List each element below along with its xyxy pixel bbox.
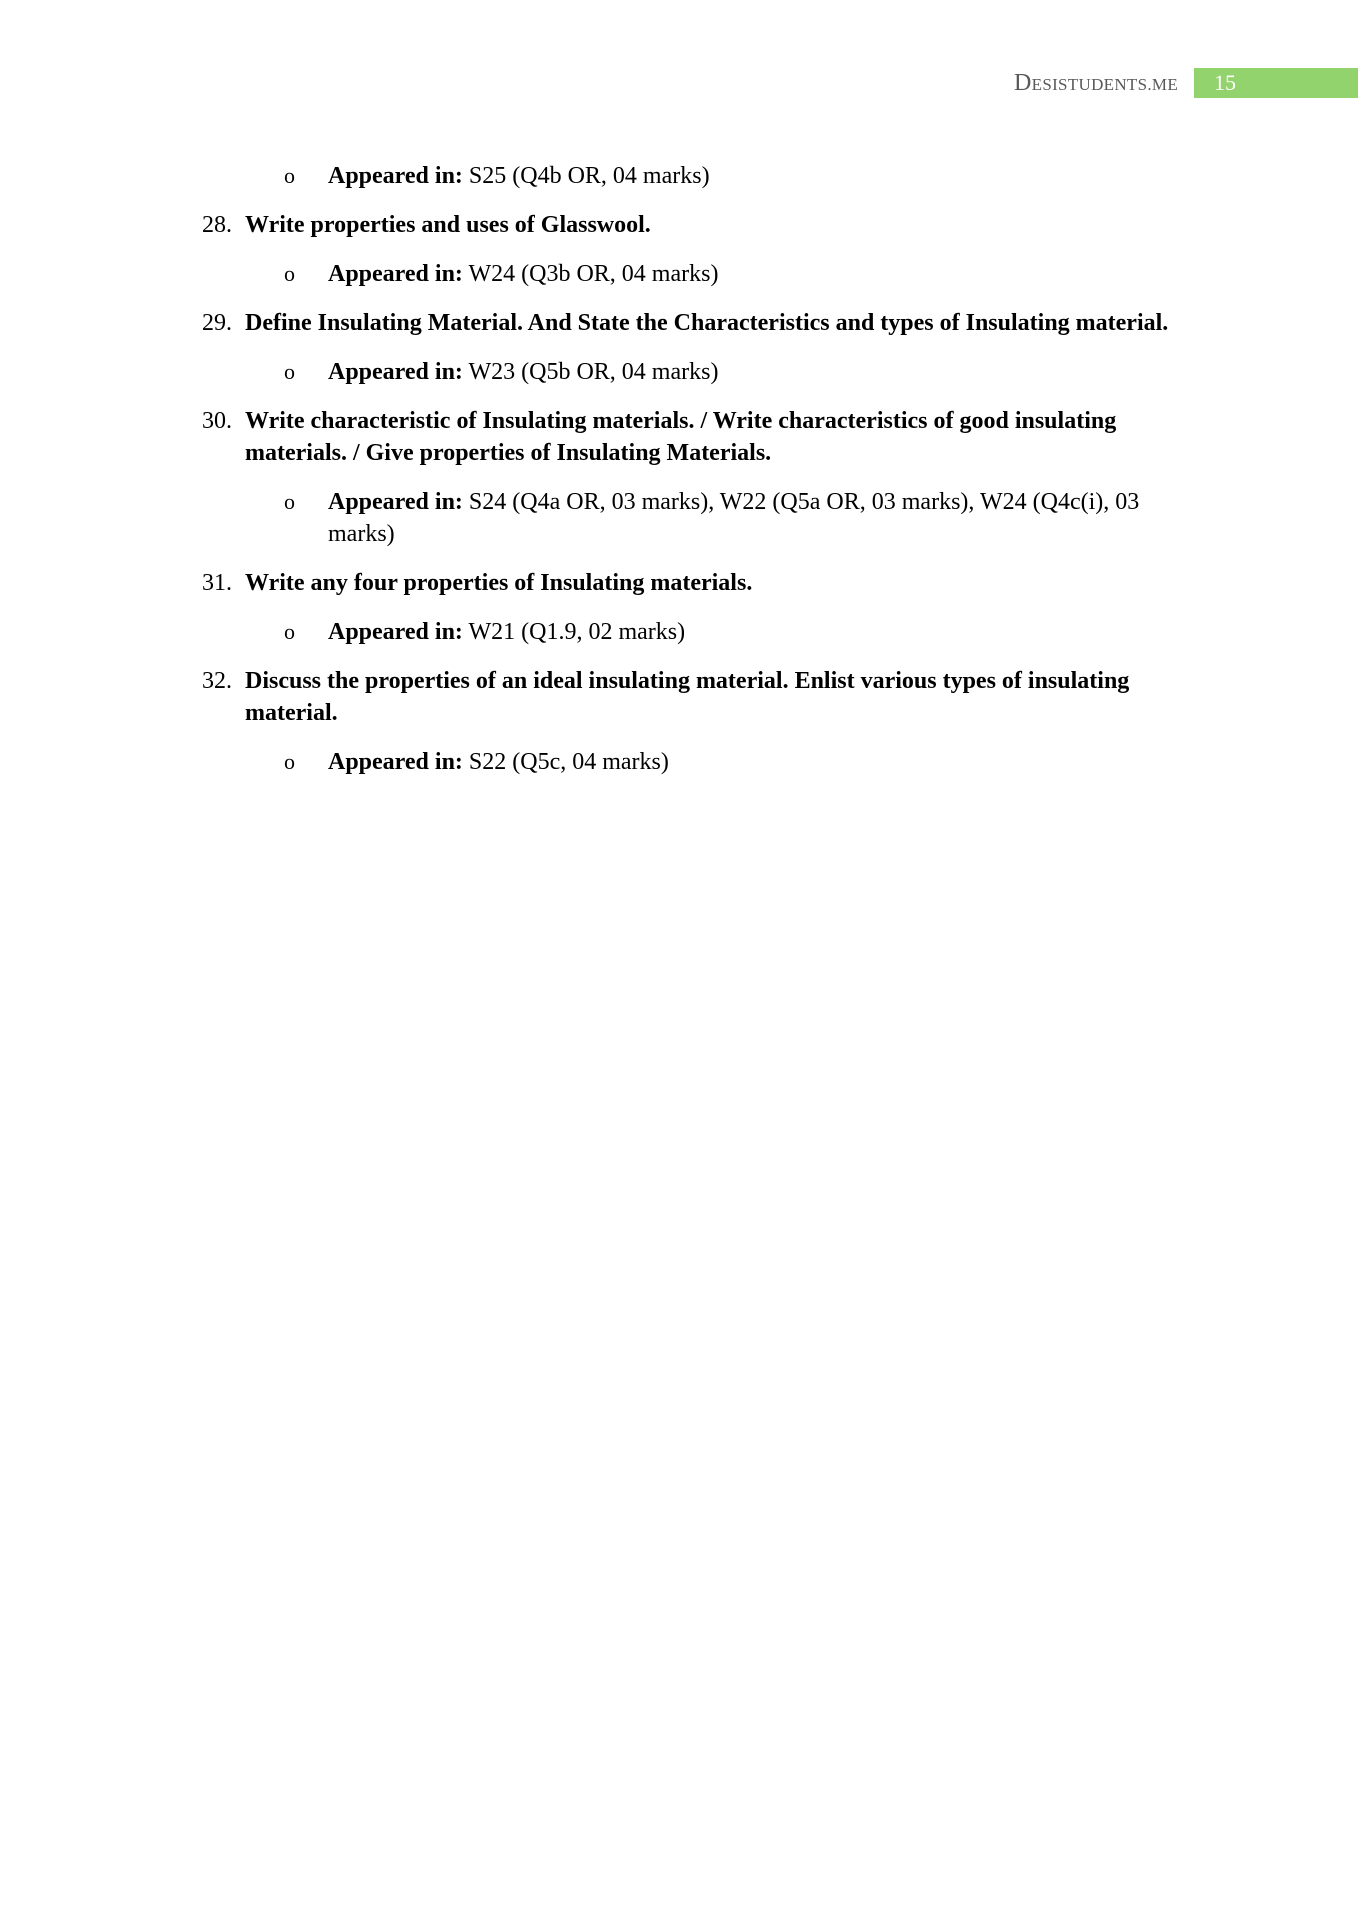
question-item <box>202 209 1182 241</box>
page-number-badge <box>1194 68 1358 98</box>
question-text: Define Insulating Material. And State the Characteristics and types of Insulating material. <box>245 310 1169 336</box>
appeared-in-label: Appeared in: <box>328 619 463 645</box>
question-number: 31. <box>202 570 232 596</box>
appeared-in-value: S22 (Q5c, 04 marks) <box>462 749 669 775</box>
appeared-in-label: Appeared in: <box>328 261 463 287</box>
appeared-in-item <box>202 486 1182 550</box>
bullet-icon: o <box>284 489 295 514</box>
question-number: 29. <box>202 310 232 336</box>
question-number: 30. <box>202 408 232 434</box>
appeared-in-value: S25 (Q4b OR, 04 marks) <box>462 163 710 189</box>
question-item <box>202 567 1182 599</box>
question-text: Write properties and uses of Glasswool. <box>245 212 651 238</box>
appeared-in-value: W23 (Q5b OR, 04 marks) <box>462 359 719 385</box>
question-item <box>202 665 1182 729</box>
bullet-icon: o <box>284 619 295 644</box>
question-text: Write any four properties of Insulating materials. <box>245 570 753 596</box>
question-number: 32. <box>202 668 232 694</box>
appeared-in-value: W21 (Q1.9, 02 marks) <box>462 619 686 645</box>
site-name-initial: D <box>1014 69 1032 96</box>
question-item <box>202 405 1182 469</box>
question-list <box>202 160 1182 795</box>
appeared-in-item <box>202 160 1182 192</box>
page-header <box>1014 68 1358 98</box>
bullet-icon: o <box>284 749 295 774</box>
appeared-in-item <box>202 746 1182 778</box>
appeared-in-item <box>202 356 1182 388</box>
appeared-in-value: S24 (Q4a OR, 03 marks), W22 (Q5a OR, 03 marks), W24 (Q4c(i), 03 marks) <box>328 489 1140 547</box>
site-name-rest: ESISTUDENTS.ME <box>1031 74 1178 94</box>
page-number: 15 <box>1214 70 1236 95</box>
appeared-in-item <box>202 258 1182 290</box>
appeared-in-label: Appeared in: <box>328 489 463 515</box>
appeared-in-label: Appeared in: <box>328 163 463 189</box>
question-number: 28. <box>202 212 232 238</box>
appeared-in-item <box>202 616 1182 648</box>
question-item <box>202 307 1182 339</box>
appeared-in-label: Appeared in: <box>328 359 463 385</box>
bullet-icon: o <box>284 261 295 286</box>
question-text: Write characteristic of Insulating materials. / Write characteristics of good insulating materials. / Give properties of Insulating Materials. <box>245 408 1117 466</box>
bullet-icon: o <box>284 163 295 188</box>
question-text: Discuss the properties of an ideal insulating material. Enlist various types of insulating material. <box>245 668 1130 726</box>
appeared-in-label: Appeared in: <box>328 749 463 775</box>
site-name <box>1014 70 1178 97</box>
bullet-icon: o <box>284 359 295 384</box>
appeared-in-value: W24 (Q3b OR, 04 marks) <box>462 261 719 287</box>
